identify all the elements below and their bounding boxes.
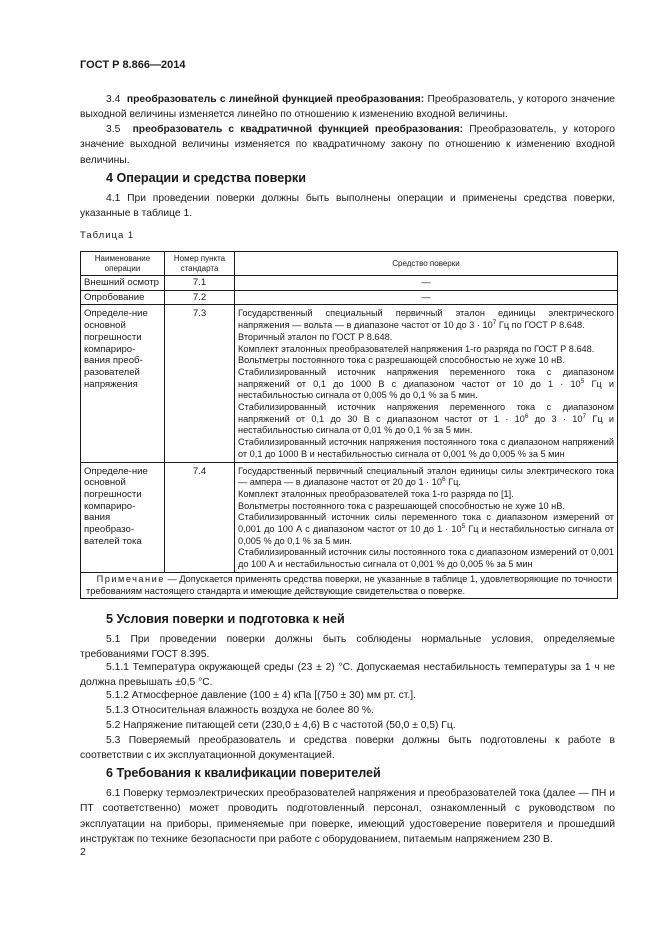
means-line: Стабилизированный источник напряжения переменного тока с диапазоном напряжений от 0,1 до 1000 В с диапазоном частот от 10 до $1 \cdot 10^5$ Гц и нестабильностью сигнала от 0,005 % до 0,1 % за 5 мин. bbox=[238, 366, 614, 401]
row-means: — bbox=[235, 276, 618, 291]
section-6-1: 6.1 Поверку термоэлектрических преобразователей напряжения и преобразователей тока (далее — ПН и ПТ соответственно) может проводить подготовленный персонал, ознакомленный с руководством по эксплуатации на приборы, применяемые при поверке, имеющий удостоверение поверителя и прошедший инструктаж по технике безопасности при работе с оборудованием, питаемым напряжением 230 В. bbox=[80, 788, 615, 846]
means-line: Государственный первичный специальный эталон единицы силы электрического тока — ампера — в диапазоне частот от 20 до $1 \cdot 10^6$ Гц. bbox=[238, 465, 614, 488]
table-caption: Таблица 1 bbox=[80, 230, 135, 241]
row-operation: Определе-ние основной погрешности компариро-вания преобразо-вателей тока bbox=[81, 462, 165, 572]
table-header-row bbox=[81, 252, 618, 276]
means-line: Стабилизированный источник силы постоянного тока с диапазоном измерений от 0,001 до 100 А и нестабильностью сигнала от 0,001 % до 0,005 % за 5 мин bbox=[238, 547, 614, 570]
section-5-1-1: 5.1.1 Температура окружающей среды (23 ± 2) °С. Допускаемая нестабильность температуры за 1 ч не должна превышать ±0,5 °С. bbox=[80, 662, 615, 689]
row-point: 7.1 bbox=[165, 276, 235, 291]
means-line: Вторичный эталон по ГОСТ Р 8.648. bbox=[238, 331, 393, 342]
table-row bbox=[81, 290, 618, 305]
row-point: 7.3 bbox=[165, 305, 235, 462]
section-5-title: 5 Условия поверки и подготовка к ней bbox=[106, 612, 345, 626]
section-5-1-3: 5.1.3 Относительная влажность воздуха не более 80 %. bbox=[106, 705, 374, 716]
row-operation: Внешний осмотр bbox=[81, 276, 165, 291]
section-4-paragraph: 4.1 При проведении поверки должны быть выполнены операции и применены средства поверки, указанные в таблице 1. bbox=[80, 193, 615, 220]
section-4-title: 4 Операции и средства поверки bbox=[106, 171, 306, 185]
means-line: Государственный специальный первичный эталон единицы электрического напряжения — вольта — в диапазоне частот от 10 до $3 \cdot 10^7$ Гц по ГОСТ Р 8.648. bbox=[238, 308, 614, 331]
table-row bbox=[81, 462, 618, 572]
row-operation: Определе-ние основной погрешности компариро-вания преоб-разователей напряжения bbox=[81, 305, 165, 462]
means-line: Комплект эталонных преобразователей напряжения 1-го разряда по ГОСТ Р 8.648. bbox=[238, 343, 595, 354]
page-number: 2 bbox=[80, 846, 86, 858]
table-note-row bbox=[81, 572, 618, 598]
means-line: Стабилизированный источник напряжения постоянного тока с диапазоном напряжений от 0,1 до 1000 В и нестабильностью сигнала от 0,001 % до 0,005 % за 5 мин bbox=[238, 437, 614, 459]
section-5-3: 5.3 Поверяемый преобразователь и средства поверки должны быть подготовлены к работе в соответствии с их эксплуатационной документацией. bbox=[80, 735, 615, 762]
row-means: — bbox=[235, 290, 618, 305]
section-5-1: 5.1 При проведении поверки должны быть соблюдены нормальные условия, определяемые требованиями ГОСТ 8.395. bbox=[80, 634, 615, 661]
table-row bbox=[81, 276, 618, 291]
document-code: ГОСТ Р 8.866—2014 bbox=[80, 59, 186, 71]
table-note: Примечание — Допускается применять средства поверки, не указанные в таблице 1, удовлетворяющие по точности требованиям настоящего стандарта и имеющие действующие свидетельства о поверке. bbox=[81, 572, 618, 598]
section-5-1-2: 5.1.2 Атмосферное давление (100 ± 4) кПа [(750 ± 30) мм рт. ст.]. bbox=[106, 690, 416, 701]
row-means bbox=[235, 305, 618, 462]
row-operation: Опробование bbox=[81, 290, 165, 305]
definition-3-5: 3.5 преобразователь с квадратичной функцией преобразования: Преобразователь, у которого значение выходной величины изменяется по квадратичному закону по отношению к изменению входной величины. bbox=[80, 124, 615, 166]
section-6-title: 6 Требования к квалификации поверителей bbox=[106, 766, 381, 780]
row-point: 7.4 bbox=[165, 462, 235, 572]
means-line: Стабилизированный источник силы переменного тока с диапазоном измерений от 0,001 до 100 А с диапазоном частот от 10 до $1 \cdot 10^5$ Гц и нестабильностью сигнала от 0,005 % до 0,1 % за 5 мин. bbox=[238, 512, 614, 546]
header-operation: Наименование операции bbox=[81, 252, 165, 276]
means-line: Комплект эталонных преобразователей тока 1-го разряда по [1]. bbox=[238, 488, 514, 499]
means-line: Вольтметры постоянного тока с разрешающей способностью не хуже 10 нВ. bbox=[238, 500, 565, 511]
header-point: Номер пункта стандарта bbox=[165, 252, 235, 276]
header-means: Средство поверки bbox=[235, 252, 618, 276]
row-means bbox=[235, 462, 618, 572]
means-line: Вольтметры постоянного тока с разрешающей способностью не хуже 10 нВ. bbox=[238, 355, 565, 366]
definition-3-4: 3.4 преобразователь с линейной функцией преобразования: Преобразователь, у которого значение выходной величины изменяется линейно по отношению к изменению входной величины. bbox=[80, 94, 615, 121]
means-line: Стабилизированный источник напряжения переменного тока с диапазоном напряжений от 0,1 до 30 В с диапазоном частот от $1 \cdot 10^6$ до $3 \cdot 10^7$ Гц и нестабильностью сигнала от 0,01 % до 0,1 % за 5 мин. bbox=[238, 402, 614, 436]
verification-table bbox=[80, 251, 618, 599]
table-row bbox=[81, 305, 618, 462]
section-5-2: 5.2 Напряжение питающей сети (230,0 ± 4,6) В с частотой (50,0 ± 0,5) Гц. bbox=[106, 720, 456, 731]
row-point: 7.2 bbox=[165, 290, 235, 305]
